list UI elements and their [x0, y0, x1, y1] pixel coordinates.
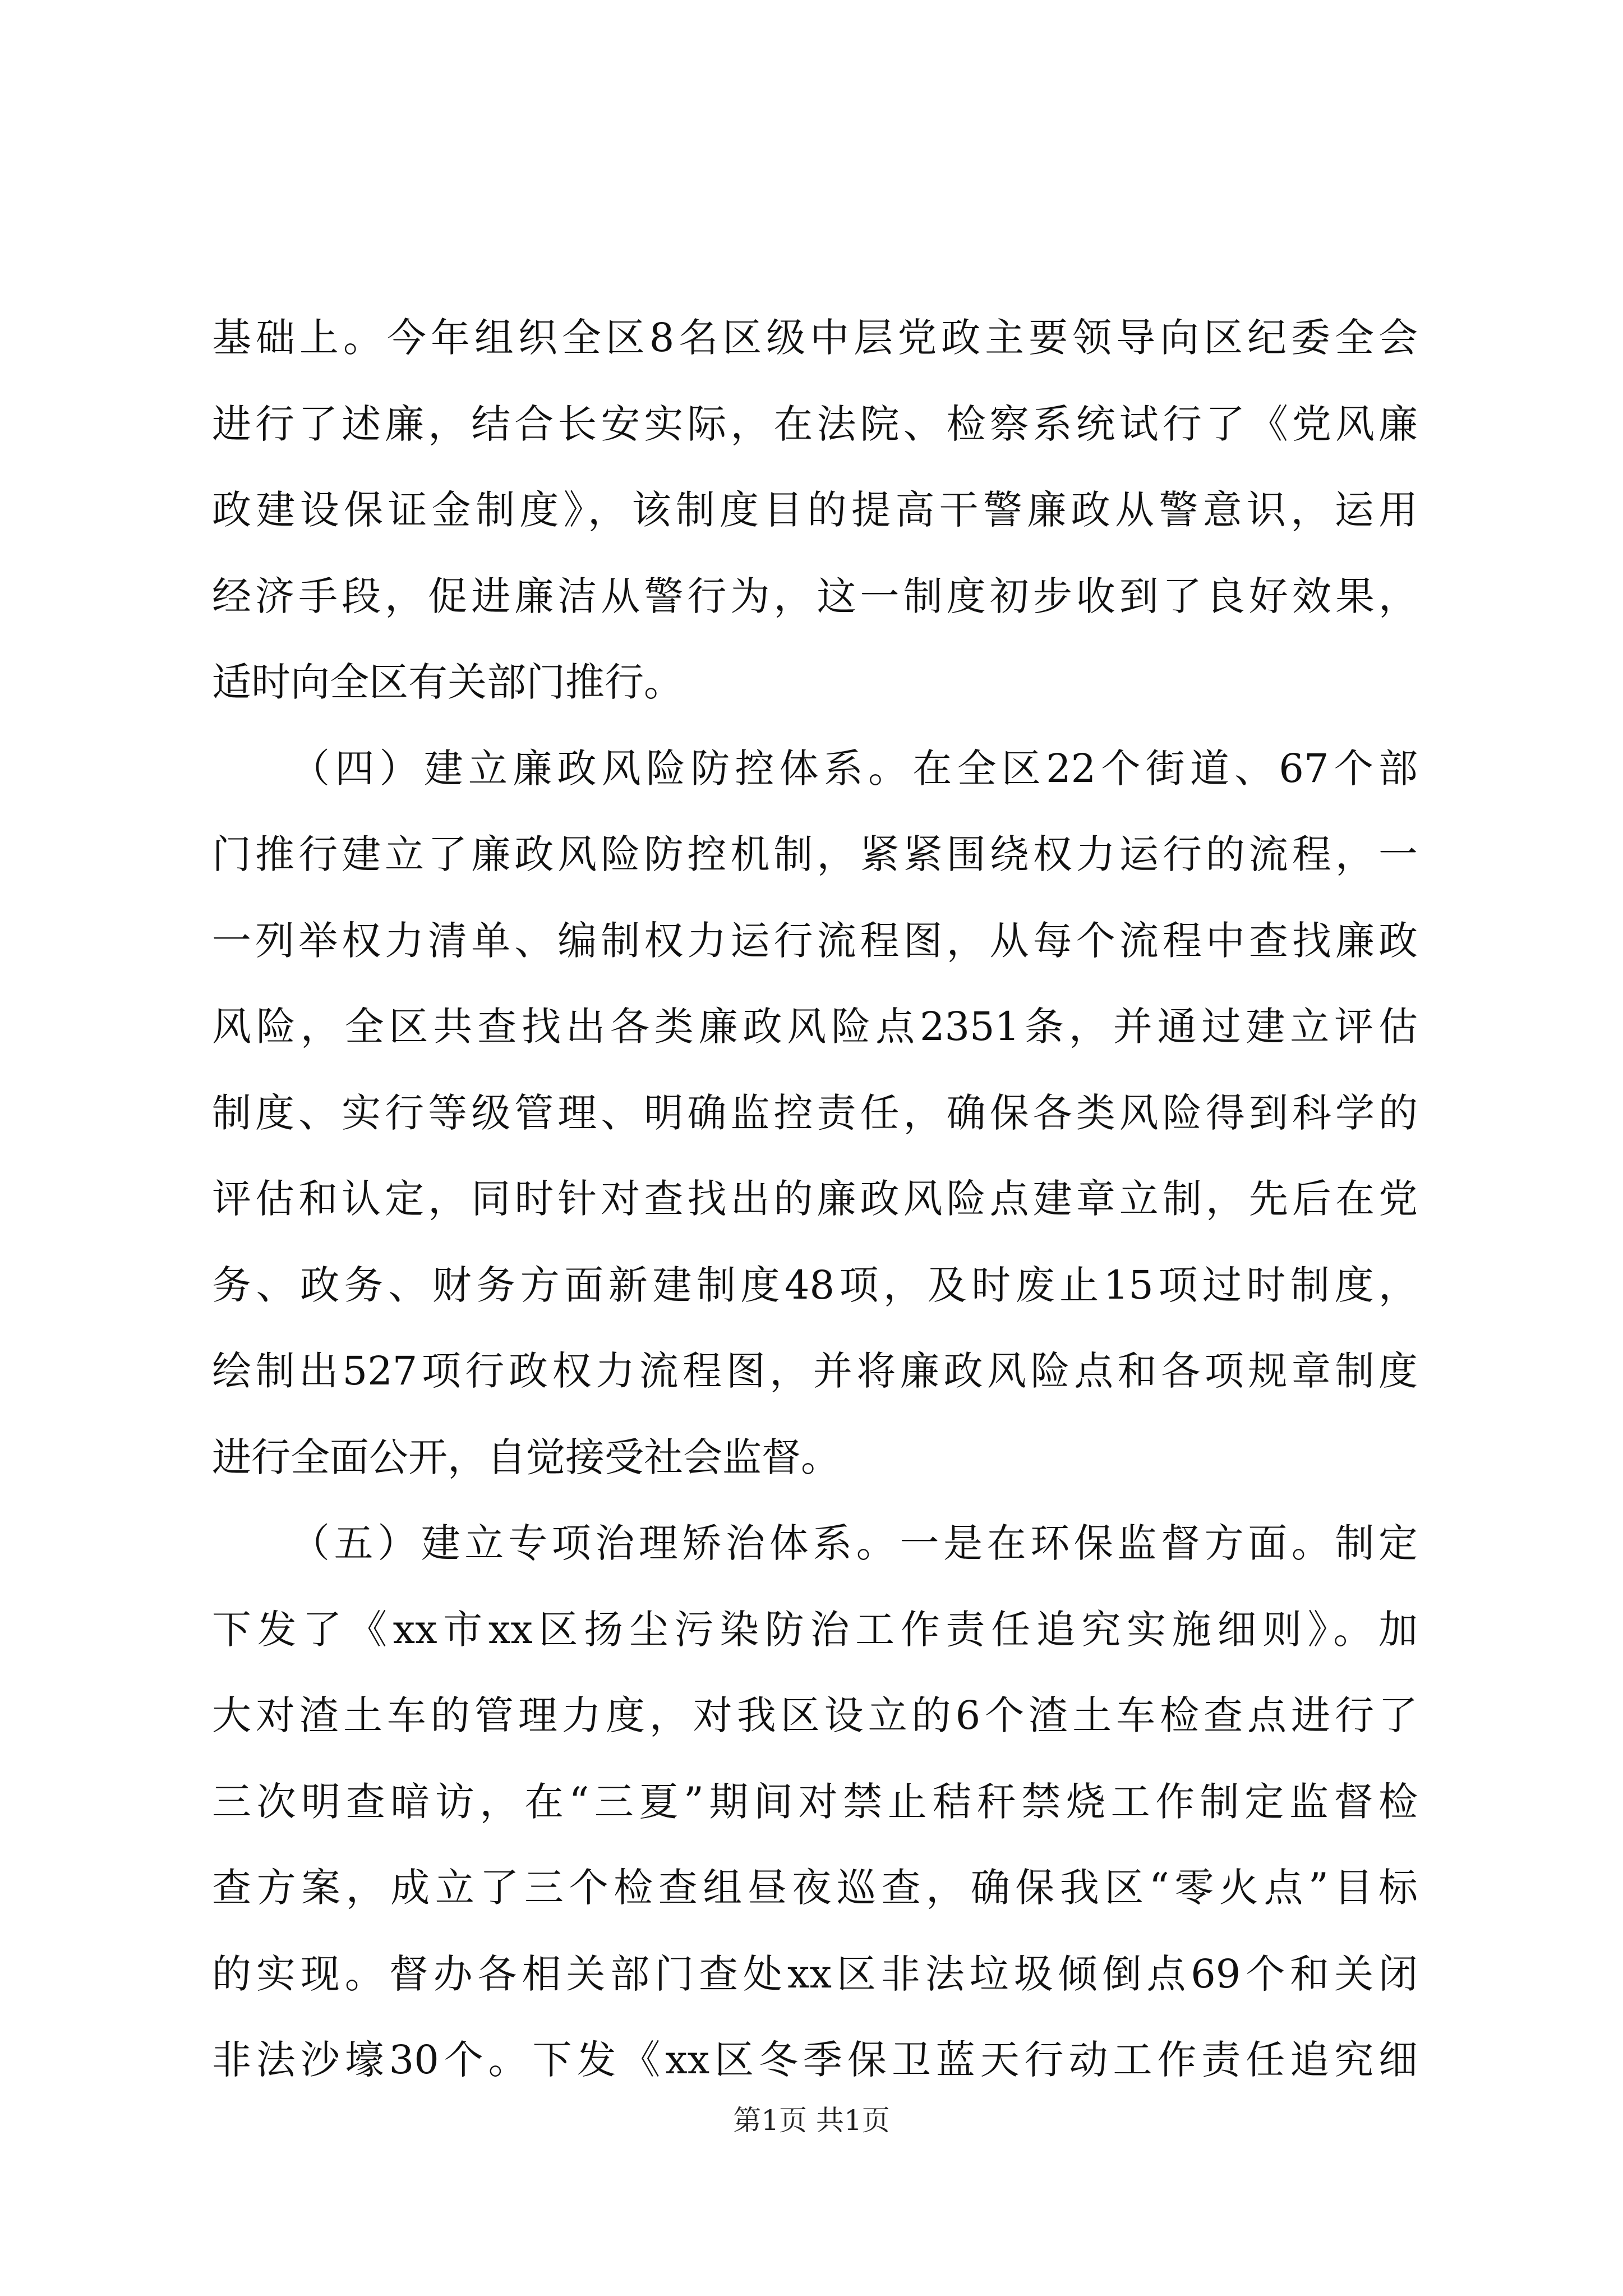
paragraph-3-line-1: （五）建立专项治理矫治体系。一是在环保监督方面。制定 [291, 1520, 1418, 1566]
page-number-label: 第1页 共1页 [733, 2104, 890, 2137]
paragraph-1-line-3: 政建设保证金制度》，该制度目的提高干警廉政从警意识，运用 [212, 487, 1418, 533]
paragraph-2-line-7: 务、政务、财务方面新建制度48项，及时废止15项过时制度， [212, 1262, 1418, 1308]
paragraph-2-line-9: 进行全面公开，自觉接受社会监督。 [212, 1434, 840, 1480]
paragraph-1-line-5: 适时向全区有关部门推行。 [212, 659, 683, 705]
paragraph-2-line-8: 绘制出527项行政权力流程图，并将廉政风险点和各项规章制度 [212, 1348, 1418, 1394]
paragraph-2-line-1: （四）建立廉政风险防控体系。在全区22个街道、67个部 [291, 745, 1418, 792]
paragraph-2-line-3: 一列举权力清单、编制权力运行流程图，从每个流程中查找廉政 [212, 917, 1418, 964]
paragraph-3-line-6: 的实现。督办各相关部门查处xx区非法垃圾倾倒点69个和关闭 [212, 1950, 1418, 1997]
paragraph-1-line-1: 基础上。今年组织全区8名区级中层党政主要领导向区纪委全会 [212, 315, 1418, 361]
paragraph-2-line-5: 制度、实行等级管理、明确监控责任，确保各类风险得到科学的 [212, 1089, 1418, 1136]
paragraph-1-line-2: 进行了述廉，结合长安实际，在法院、检察系统试行了《党风廉 [212, 401, 1418, 447]
paragraph-3-line-2: 下发了《xx市xx区扬尘污染防治工作责任追究实施细则》。加 [212, 1606, 1418, 1653]
page-footer [0, 2098, 1623, 2138]
paragraph-3-line-5: 查方案，成立了三个检查组昼夜巡查，确保我区“零火点”目标 [212, 1865, 1418, 1911]
paragraph-2-line-2: 门推行建立了廉政风险防控机制，紧紧围绕权力运行的流程，一 [212, 831, 1418, 877]
paragraph-3-line-3: 大对渣土车的管理力度，对我区设立的6个渣土车检查点进行了 [212, 1692, 1418, 1738]
paragraph-1-line-4: 经济手段，促进廉洁从警行为，这一制度初步收到了良好效果， [212, 573, 1418, 619]
paragraph-3-line-7: 非法沙壕30个。下发《xx区冬季保卫蓝天行动工作责任追究细 [212, 2037, 1418, 2083]
paragraph-3-line-4: 三次明查暗访，在“三夏”期间对禁止秸秆禁烧工作制定监督检 [212, 1778, 1418, 1825]
body-text [212, 295, 1418, 2104]
paragraph-2-line-6: 评估和认定，同时针对查找出的廉政风险点建章立制，先后在党 [212, 1176, 1418, 1222]
paragraph-2-line-4: 风险，全区共查找出各类廉政风险点2351条，并通过建立评估 [212, 1004, 1418, 1050]
